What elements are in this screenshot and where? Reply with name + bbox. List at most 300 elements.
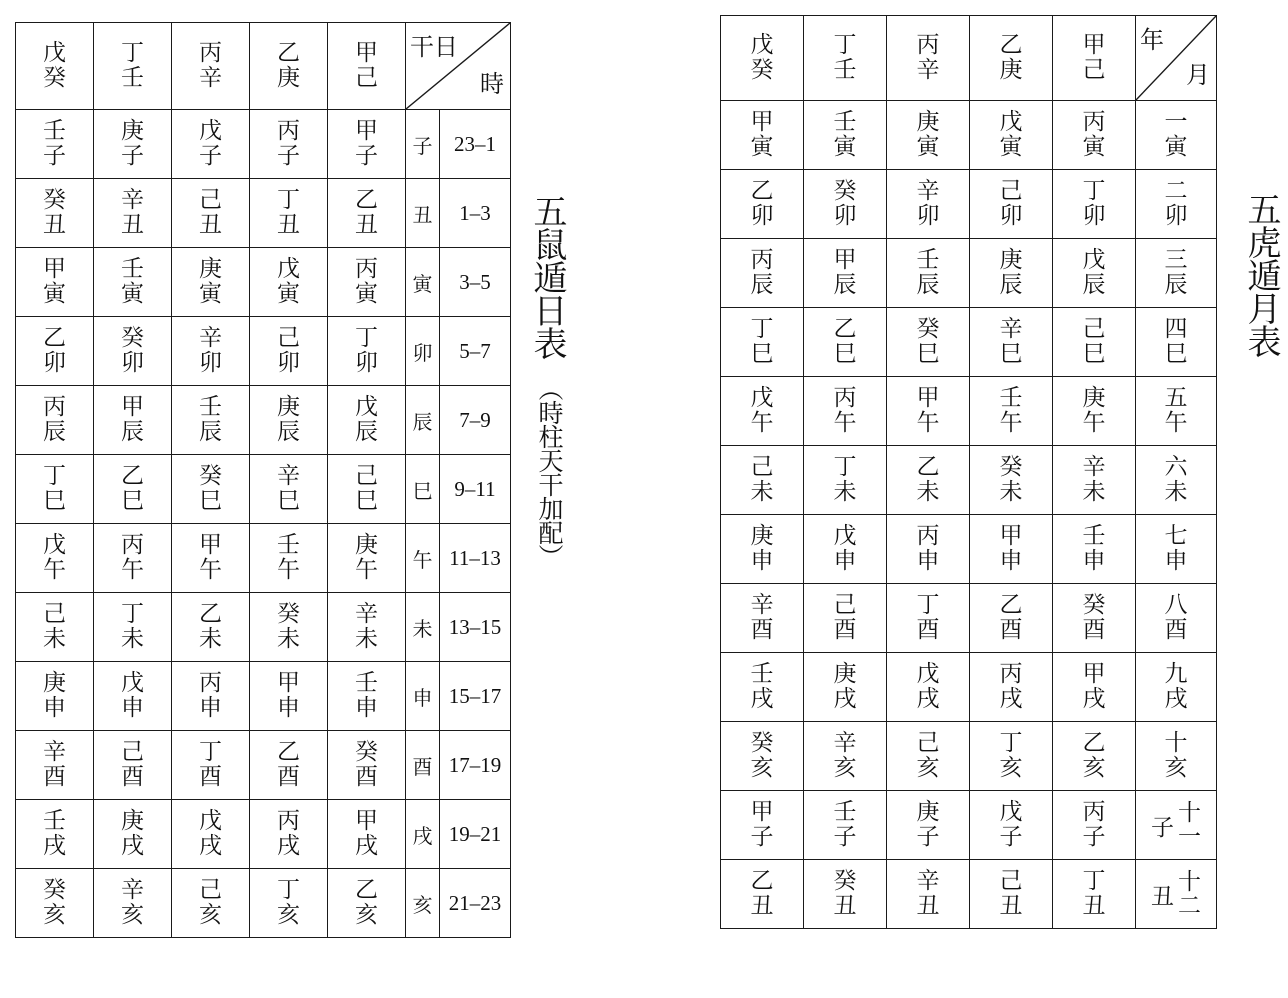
cell-char: 辛: [1082, 454, 1106, 480]
table-cell: [172, 593, 250, 662]
left-table-title: 五鼠遁日表: [527, 194, 567, 359]
cell-char: 午: [355, 557, 378, 583]
cell-char: 午: [199, 557, 222, 583]
month-cell: [1136, 584, 1217, 653]
cell-char: 甲: [916, 385, 940, 411]
cell-char: 乙: [121, 463, 144, 489]
table-cell: [1053, 308, 1136, 377]
cell-char: 申: [999, 548, 1023, 574]
table-cell: [250, 524, 328, 593]
cell-char: 未: [999, 479, 1023, 505]
cell-char: 子: [43, 143, 66, 169]
corner-bottom-label: 月: [1186, 61, 1210, 89]
cell-char: 丙: [1082, 799, 1106, 825]
cell-char: 戊: [43, 532, 66, 558]
month-char: 三: [1164, 247, 1188, 273]
cell-char: 甲: [1082, 32, 1106, 58]
header-row: [16, 23, 511, 110]
cell-char: 辛: [999, 316, 1023, 342]
cell-char: 癸: [833, 868, 857, 894]
cell-char: 己: [43, 601, 66, 627]
month-cell: [1136, 377, 1217, 446]
cell-char: 亥: [43, 902, 66, 928]
table-cell: [16, 386, 94, 455]
table-row: [16, 110, 511, 179]
cell-char: 癸: [277, 601, 300, 627]
month-char: 卯: [1164, 203, 1188, 229]
cell-char: 卯: [833, 203, 857, 229]
table-row: [16, 731, 511, 800]
table-cell: [721, 722, 804, 791]
cell-char: 乙: [277, 40, 300, 66]
hour-branch-cell: 卯: [406, 317, 440, 386]
cell-char: 戊: [199, 118, 222, 144]
cell-char: 戌: [750, 686, 774, 712]
table-cell: [970, 446, 1053, 515]
table-cell: [94, 800, 172, 869]
cell-char: 巳: [999, 341, 1023, 367]
table-cell: [94, 248, 172, 317]
table-cell: [250, 455, 328, 524]
table-cell: [804, 653, 887, 722]
cell-char: 子: [121, 143, 144, 169]
cell-char: 壬: [999, 385, 1023, 411]
cell-char: 巳: [833, 341, 857, 367]
cell-char: 庚: [277, 65, 300, 91]
month-char: 一: [1178, 824, 1201, 850]
cell-char: 丙: [355, 256, 378, 282]
cell-char: 亥: [277, 902, 300, 928]
table-cell: [887, 446, 970, 515]
cell-char: 庚: [1082, 385, 1106, 411]
cell-char: 乙: [999, 592, 1023, 618]
table-row: [16, 524, 511, 593]
table-cell: [721, 584, 804, 653]
cell-char: 戊: [1082, 247, 1106, 273]
cell-char: 癸: [1082, 592, 1106, 618]
table-cell: [804, 308, 887, 377]
cell-char: 巳: [750, 341, 774, 367]
cell-char: 未: [355, 626, 378, 652]
cell-char: 壬: [833, 57, 857, 83]
cell-char: 未: [199, 626, 222, 652]
hour-branch-cell: 子: [406, 110, 440, 179]
table-cell: [328, 179, 406, 248]
cell-char: 申: [1082, 548, 1106, 574]
table-cell: [887, 653, 970, 722]
cell-char: 戊: [43, 40, 66, 66]
cell-char: 戊: [833, 523, 857, 549]
table-cell: [887, 791, 970, 860]
hour-branch-cell: 巳: [406, 455, 440, 524]
cell-char: 巳: [121, 488, 144, 514]
cell-char: 丑: [750, 893, 774, 919]
table-cell: [1053, 170, 1136, 239]
table-cell: [721, 101, 804, 170]
cell-char: 丁: [43, 463, 66, 489]
table-row: [16, 317, 511, 386]
table-cell: [328, 248, 406, 317]
cell-char: 甲: [199, 532, 222, 558]
cell-char: 亥: [355, 902, 378, 928]
cell-char: 戌: [833, 686, 857, 712]
cell-char: 癸: [355, 739, 378, 765]
cell-char: 辰: [121, 419, 144, 445]
cell-char: 丙: [199, 40, 222, 66]
table-cell: [1053, 791, 1136, 860]
cell-char: 己: [355, 463, 378, 489]
hour-branch-cell: 酉: [406, 731, 440, 800]
cell-char: 戌: [43, 833, 66, 859]
table-cell: [94, 455, 172, 524]
hour-range-cell: 17–19: [440, 731, 511, 800]
table-cell: [16, 110, 94, 179]
cell-char: 壬: [750, 661, 774, 687]
cell-char: 寅: [916, 134, 940, 160]
cell-char: 戊: [750, 32, 774, 58]
table-cell: [16, 455, 94, 524]
cell-char: 戊: [277, 256, 300, 282]
cell-char: 辛: [199, 325, 222, 351]
table-cell: [328, 731, 406, 800]
cell-char: 卯: [1082, 203, 1106, 229]
table-cell: [1053, 653, 1136, 722]
cell-char: 丙: [750, 247, 774, 273]
cell-char: 申: [750, 548, 774, 574]
cell-char: 庚: [121, 808, 144, 834]
table-cell: [887, 170, 970, 239]
table-cell: [172, 23, 250, 110]
cell-char: 壬: [355, 670, 378, 696]
cell-char: 己: [277, 325, 300, 351]
corner-bottom-label: 時: [480, 70, 504, 98]
cell-char: 庚: [999, 57, 1023, 83]
table-cell: [970, 377, 1053, 446]
table-cell: [94, 110, 172, 179]
table-cell: [1053, 377, 1136, 446]
cell-char: 癸: [43, 877, 66, 903]
cell-char: 丁: [121, 40, 144, 66]
table-cell: [328, 593, 406, 662]
cell-char: 戌: [199, 833, 222, 859]
cell-char: 辛: [916, 868, 940, 894]
cell-char: 甲: [355, 40, 378, 66]
cell-char: 丁: [1082, 868, 1106, 894]
cell-char: 寅: [999, 134, 1023, 160]
table-cell: [16, 23, 94, 110]
table-cell: [970, 16, 1053, 101]
table-cell: [16, 800, 94, 869]
cell-char: 申: [277, 695, 300, 721]
hour-branch-cell: 辰: [406, 386, 440, 455]
cell-char: 甲: [355, 808, 378, 834]
table-cell: [250, 23, 328, 110]
cell-char: 甲: [999, 523, 1023, 549]
cell-char: 己: [750, 454, 774, 480]
table-cell: [721, 860, 804, 929]
cell-char: 酉: [277, 764, 300, 790]
table-cell: [16, 593, 94, 662]
hour-range-cell: 9–11: [440, 455, 511, 524]
cell-char: 癸: [43, 65, 66, 91]
table-cell: [721, 653, 804, 722]
table-cell: [970, 515, 1053, 584]
table-cell: [94, 179, 172, 248]
cell-char: 酉: [999, 617, 1023, 643]
five-tigers-month-table: [720, 15, 1217, 929]
cell-char: 己: [916, 730, 940, 756]
cell-char: 辛: [121, 877, 144, 903]
cell-char: 午: [277, 557, 300, 583]
table-cell: [887, 308, 970, 377]
cell-char: 甲: [43, 256, 66, 282]
cell-char: 庚: [199, 256, 222, 282]
hour-range-cell: 15–17: [440, 662, 511, 731]
cell-char: 壬: [277, 532, 300, 558]
table-cell: [970, 308, 1053, 377]
cell-char: 寅: [750, 134, 774, 160]
cell-char: 子: [999, 824, 1023, 850]
cell-char: 戌: [999, 686, 1023, 712]
cell-char: 酉: [833, 617, 857, 643]
table-cell: [721, 308, 804, 377]
cell-char: 巳: [916, 341, 940, 367]
table-cell: [970, 860, 1053, 929]
cell-char: 戌: [916, 686, 940, 712]
cell-char: 辛: [43, 739, 66, 765]
hour-branch-cell: 寅: [406, 248, 440, 317]
cell-char: 壬: [833, 799, 857, 825]
cell-char: 庚: [999, 247, 1023, 273]
cell-char: 丙: [916, 32, 940, 58]
table-cell: [721, 791, 804, 860]
cell-char: 辰: [277, 419, 300, 445]
table-row: [16, 662, 511, 731]
cell-char: 卯: [121, 350, 144, 376]
cell-char: 癸: [750, 57, 774, 83]
table-cell: [94, 317, 172, 386]
cell-char: 乙: [355, 877, 378, 903]
cell-char: 己: [1082, 57, 1106, 83]
table-cell: [970, 170, 1053, 239]
table-row: [721, 791, 1217, 860]
cell-char: 己: [999, 178, 1023, 204]
table-cell: [721, 377, 804, 446]
month-cell: [1136, 791, 1217, 860]
table-cell: [250, 869, 328, 938]
table-cell: [16, 317, 94, 386]
table-cell: [16, 731, 94, 800]
month-cell: [1136, 515, 1217, 584]
month-char: 一: [1164, 109, 1188, 135]
cell-char: 申: [833, 548, 857, 574]
cell-char: 丙: [43, 394, 66, 420]
table-cell: [1053, 16, 1136, 101]
cell-char: 丙: [916, 523, 940, 549]
hour-range-cell: 23–1: [440, 110, 511, 179]
month-char: 辰: [1164, 272, 1188, 298]
table-row: [721, 653, 1217, 722]
table-cell: [172, 248, 250, 317]
cell-char: 卯: [999, 203, 1023, 229]
table-row: [721, 170, 1217, 239]
table-row: [721, 101, 1217, 170]
table-cell: [970, 584, 1053, 653]
cell-char: 申: [121, 695, 144, 721]
table-cell: [250, 662, 328, 731]
table-cell: [970, 653, 1053, 722]
table-row: [16, 386, 511, 455]
cell-char: 寅: [43, 281, 66, 307]
table-cell: [172, 800, 250, 869]
month-char: 四: [1164, 316, 1188, 342]
month-char: 八: [1164, 592, 1188, 618]
cell-char: 庚: [355, 532, 378, 558]
cell-char: 己: [355, 65, 378, 91]
cell-char: 壬: [121, 65, 144, 91]
cell-char: 戊: [999, 109, 1023, 135]
month-char: 二: [1178, 893, 1201, 919]
corner-top-label: 年: [1140, 26, 1164, 54]
cell-char: 酉: [1082, 617, 1106, 643]
table-cell: [16, 869, 94, 938]
hour-range-cell: 7–9: [440, 386, 511, 455]
cell-char: 戊: [355, 394, 378, 420]
month-char: 十: [1164, 730, 1188, 756]
cell-char: 癸: [199, 463, 222, 489]
hour-branch-cell: 戌: [406, 800, 440, 869]
hour-branch-cell: 申: [406, 662, 440, 731]
cell-char: 己: [121, 739, 144, 765]
table-cell: [94, 731, 172, 800]
cell-char: 戊: [916, 661, 940, 687]
table-cell: [1053, 584, 1136, 653]
cell-char: 庚: [277, 394, 300, 420]
left-table-subtitle: （時柱天干加配）: [535, 376, 564, 568]
cell-char: 辛: [277, 463, 300, 489]
cell-char: 辛: [121, 187, 144, 213]
table-cell: [250, 110, 328, 179]
table-cell: [721, 239, 804, 308]
cell-char: 酉: [916, 617, 940, 643]
cell-char: 丁: [833, 32, 857, 58]
cell-char: 戊: [999, 799, 1023, 825]
table-cell: [887, 101, 970, 170]
cell-char: 丑: [277, 212, 300, 238]
cell-char: 丙: [199, 670, 222, 696]
table-row: [16, 455, 511, 524]
cell-char: 壬: [916, 247, 940, 273]
table-cell: [1053, 860, 1136, 929]
table-row: [721, 239, 1217, 308]
table-cell: [804, 101, 887, 170]
cell-char: 卯: [355, 350, 378, 376]
cell-char: 丑: [1082, 893, 1106, 919]
cell-char: 己: [199, 877, 222, 903]
cell-char: 午: [833, 410, 857, 436]
cell-char: 戌: [355, 833, 378, 859]
cell-char: 癸: [833, 178, 857, 204]
cell-char: 壬: [833, 109, 857, 135]
table-cell: [804, 446, 887, 515]
table-cell: [1053, 515, 1136, 584]
table-cell: [721, 16, 804, 101]
month-number: [1178, 870, 1201, 918]
table-cell: [16, 179, 94, 248]
cell-char: 庚: [916, 109, 940, 135]
cell-char: 亥: [750, 755, 774, 781]
cell-char: 辛: [355, 601, 378, 627]
header-corner-cell: [1136, 16, 1217, 101]
table-cell: [970, 722, 1053, 791]
cell-char: 寅: [1082, 134, 1106, 160]
cell-char: 戊: [750, 385, 774, 411]
table-cell: [172, 317, 250, 386]
table-cell: [94, 524, 172, 593]
cell-char: 丙: [277, 118, 300, 144]
cell-char: 丁: [750, 316, 774, 342]
table-cell: [328, 800, 406, 869]
cell-char: 申: [916, 548, 940, 574]
cell-char: 丙: [833, 385, 857, 411]
month-char: 二: [1164, 178, 1188, 204]
cell-char: 丑: [833, 893, 857, 919]
month-cell: [1136, 722, 1217, 791]
cell-char: 子: [1082, 824, 1106, 850]
month-char: 亥: [1164, 755, 1188, 781]
table-cell: [887, 239, 970, 308]
cell-char: 辛: [833, 730, 857, 756]
cell-char: 甲: [750, 109, 774, 135]
table-cell: [887, 860, 970, 929]
cell-char: 丁: [121, 601, 144, 627]
table-cell: [250, 800, 328, 869]
month-cell: [1136, 860, 1217, 929]
cell-char: 戌: [277, 833, 300, 859]
table-cell: [172, 386, 250, 455]
table-cell: [1053, 446, 1136, 515]
hour-range-cell: 11–13: [440, 524, 511, 593]
cell-char: 庚: [121, 118, 144, 144]
cell-char: 乙: [1082, 730, 1106, 756]
cell-char: 壬: [121, 256, 144, 282]
month-char: 寅: [1164, 134, 1188, 160]
cell-char: 未: [833, 479, 857, 505]
cell-char: 亥: [916, 755, 940, 781]
cell-char: 未: [750, 479, 774, 505]
cell-char: 乙: [277, 739, 300, 765]
table-cell: [887, 515, 970, 584]
table-cell: [16, 248, 94, 317]
hour-branch-cell: 亥: [406, 869, 440, 938]
cell-char: 癸: [916, 316, 940, 342]
cell-char: 午: [1082, 410, 1106, 436]
cell-char: 酉: [43, 764, 66, 790]
table-cell: [172, 110, 250, 179]
cell-char: 丁: [277, 877, 300, 903]
cell-char: 乙: [355, 187, 378, 213]
cell-char: 亥: [199, 902, 222, 928]
table-cell: [250, 731, 328, 800]
cell-char: 乙: [833, 316, 857, 342]
cell-char: 丁: [916, 592, 940, 618]
month-char: 戌: [1164, 686, 1188, 712]
cell-char: 辰: [199, 419, 222, 445]
table-cell: [804, 722, 887, 791]
cell-char: 寅: [199, 281, 222, 307]
cell-char: 甲: [1082, 661, 1106, 687]
cell-char: 丁: [199, 739, 222, 765]
